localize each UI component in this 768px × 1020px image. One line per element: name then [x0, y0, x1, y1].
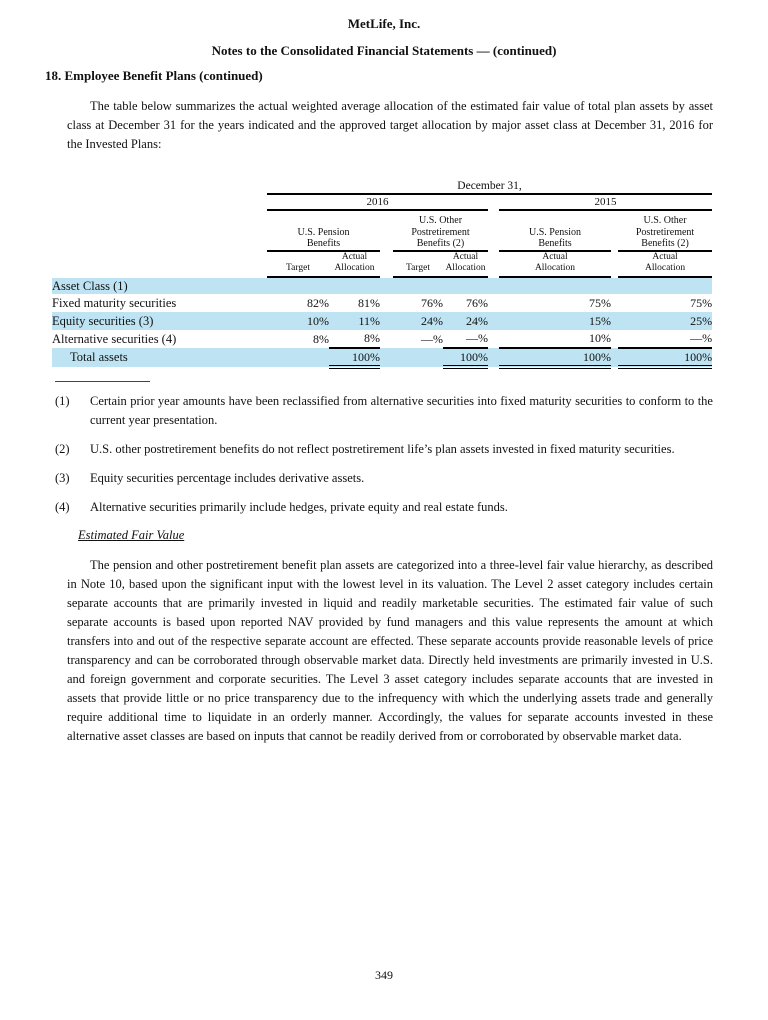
- column-header-label: Actual Allocation: [534, 251, 576, 273]
- cell-value: 8%: [364, 331, 380, 345]
- estimated-fair-value-heading: Estimated Fair Value: [78, 527, 185, 542]
- section-row-label: Asset Class (1): [52, 278, 128, 293]
- group-header-2015-postretirement: [618, 210, 712, 251]
- column-header-target-2016-pension: [267, 251, 329, 278]
- cell-value: 10%: [307, 313, 329, 328]
- group-gap: [611, 210, 618, 251]
- cell-value: 15%: [589, 313, 611, 328]
- group-header-2015-postretirement-label: U.S. Other Postretirement Benefits (2): [635, 215, 695, 249]
- table-row: [52, 312, 712, 330]
- group-header-2016-pension-label: U.S. Pension Benefits: [297, 226, 350, 249]
- footnote-3: [55, 469, 713, 488]
- cell-gap: [611, 348, 618, 367]
- cell-gap: [488, 348, 499, 367]
- footnote-divider: [55, 381, 150, 382]
- table-corner-blank: [52, 175, 267, 194]
- group-header-2016-postretirement-label: U.S. Other Postretirement Benefits (2): [411, 215, 470, 249]
- total-cell-value: 100%: [443, 348, 488, 367]
- total-cell-value: 100%: [618, 348, 712, 367]
- cell-value: 10%: [589, 331, 611, 345]
- cell-value: 75%: [589, 295, 611, 310]
- year-gap: [488, 194, 499, 210]
- year-header-2015: 2015: [499, 194, 712, 210]
- column-header-label: Actual Allocation: [334, 251, 375, 273]
- cell-value: —%: [466, 331, 488, 345]
- footnote-4: [55, 498, 713, 517]
- page-number: 349: [375, 968, 393, 982]
- cell-gap: [380, 294, 393, 312]
- group-row-blank: [52, 210, 267, 251]
- cell-gap: [380, 330, 393, 348]
- footnote-marker: (3): [55, 470, 70, 485]
- column-header-label: Target: [286, 262, 310, 273]
- cell-value: —%: [690, 331, 713, 345]
- cell-gap: [380, 348, 393, 367]
- company-title: MetLife, Inc.: [347, 16, 421, 31]
- group-header-2015-pension-label: U.S. Pension Benefits: [529, 226, 581, 249]
- document-title: Notes to the Consolidated Financial Statements — (continued): [211, 43, 557, 58]
- column-header-label: Actual Allocation: [644, 251, 686, 273]
- cell-value: 24%: [421, 313, 443, 328]
- section-row: [52, 278, 712, 294]
- cell-gap: [611, 330, 618, 348]
- column-header-label: Target: [406, 262, 430, 273]
- column-header-actual-2016-pension: [329, 251, 380, 278]
- cell-value: 8%: [313, 331, 329, 346]
- fair-value-paragraph: The pension and other postretirement benefit plan assets are categorized into a three-level fair value hierarchy, as described in Note 10, based upon the significant input with the lowest level in its valuation. The Level 2 asset category includes certain separate accounts that are primarily invested in liquid and readily marketable securities. The estimated fair value of such separate accounts is based upon reported NAV provided by fund managers and this value represents the amount at which transfers into and out of the respective separate account are effected. These separate accounts provide reasonable levels of price transparency and can be corroborated through observable market data. Directly held investments are primarily invested in U.S. and foreign government and corporate securities. The Level 3 asset category includes separate accounts that are invested in assets that provide little or no price transparency due to the infrequency with which the underlying assets trade and generally require additional time to liquidate in an orderly manner. Accordingly, the values for separate accounts invested in these alternative asset classes are based on inputs that cannot be readily derived from or corroborated by observable market data.: [67, 557, 713, 743]
- column-header-actual-2015-pension: [499, 251, 611, 278]
- cell-value: 76%: [466, 295, 488, 310]
- footnote-2: [55, 440, 713, 459]
- cell-value: 81%: [358, 295, 380, 310]
- cell-value: [267, 348, 329, 367]
- total-cell-value: 100%: [329, 348, 380, 367]
- colh-row-blank: [52, 251, 267, 278]
- footnote-text: U.S. other postretirement benefits do not reflect postretirement life’s plan assets invested in fixed maturity securities.: [90, 441, 675, 456]
- footnote-1: [55, 392, 713, 430]
- footnote-marker: (2): [55, 441, 70, 456]
- cell-value: 11%: [358, 313, 380, 328]
- group-gap: [488, 210, 499, 251]
- colh-gap: [611, 251, 618, 278]
- footnote-text: Alternative securities primarily include hedges, private equity and real estate funds.: [90, 499, 508, 514]
- footnote-text: Certain prior year amounts have been reclassified from alternative securities into fixed maturity securities to conform to the current year presentation.: [90, 393, 713, 427]
- column-header-target-2016-postret: [393, 251, 443, 278]
- date-header: December 31,: [267, 175, 712, 194]
- column-header-actual-2016-postret: [443, 251, 488, 278]
- section-heading: 18. Employee Benefit Plans (continued): [45, 68, 263, 83]
- table-row: [52, 294, 712, 312]
- colh-gap: [380, 251, 393, 278]
- cell-value: 25%: [690, 313, 713, 328]
- total-row-label: Total assets: [70, 350, 128, 364]
- row-label: Fixed maturity securities: [52, 295, 177, 310]
- footnote-marker: (4): [55, 499, 70, 514]
- cell-gap: [488, 330, 499, 348]
- cell-value: 24%: [466, 313, 488, 328]
- group-header-2015-pension: [499, 210, 611, 251]
- cell-value: [393, 348, 443, 367]
- total-cell-value: 100%: [499, 348, 611, 367]
- row-label: Equity securities (3): [52, 313, 154, 328]
- footnote-text: Equity securities percentage includes derivative assets.: [90, 470, 365, 485]
- table-row: [52, 330, 712, 348]
- group-header-2016-postretirement: [393, 210, 488, 251]
- cell-value: —%: [421, 331, 443, 346]
- column-header-label: Actual Allocation: [445, 251, 486, 273]
- cell-gap: [611, 294, 618, 312]
- cell-value: 82%: [307, 295, 329, 310]
- cell-gap: [611, 312, 618, 330]
- asset-allocation-table: [52, 175, 712, 369]
- cell-gap: [488, 312, 499, 330]
- row-label: Alternative securities (4): [52, 331, 177, 346]
- year-row-blank: [52, 194, 267, 210]
- year-header-2016: 2016: [267, 194, 488, 210]
- intro-paragraph: The table below summarizes the actual weighted average allocation of the estimated fair value of total plan assets by asset class at December 31 for the years indicated and the approved target allocation by major asset class at December 31, 2016 for the Invested Plans:: [67, 99, 713, 151]
- cell-value: 75%: [690, 295, 713, 310]
- group-gap: [380, 210, 393, 251]
- cell-gap: [380, 312, 393, 330]
- document-page: [0, 16, 768, 982]
- colh-gap: [488, 251, 499, 278]
- total-row: [52, 348, 712, 367]
- group-header-2016-pension: [267, 210, 380, 251]
- footnote-marker: (1): [55, 393, 70, 408]
- column-header-actual-2015-postret: [618, 251, 712, 278]
- cell-gap: [488, 294, 499, 312]
- cell-value: 76%: [421, 295, 443, 310]
